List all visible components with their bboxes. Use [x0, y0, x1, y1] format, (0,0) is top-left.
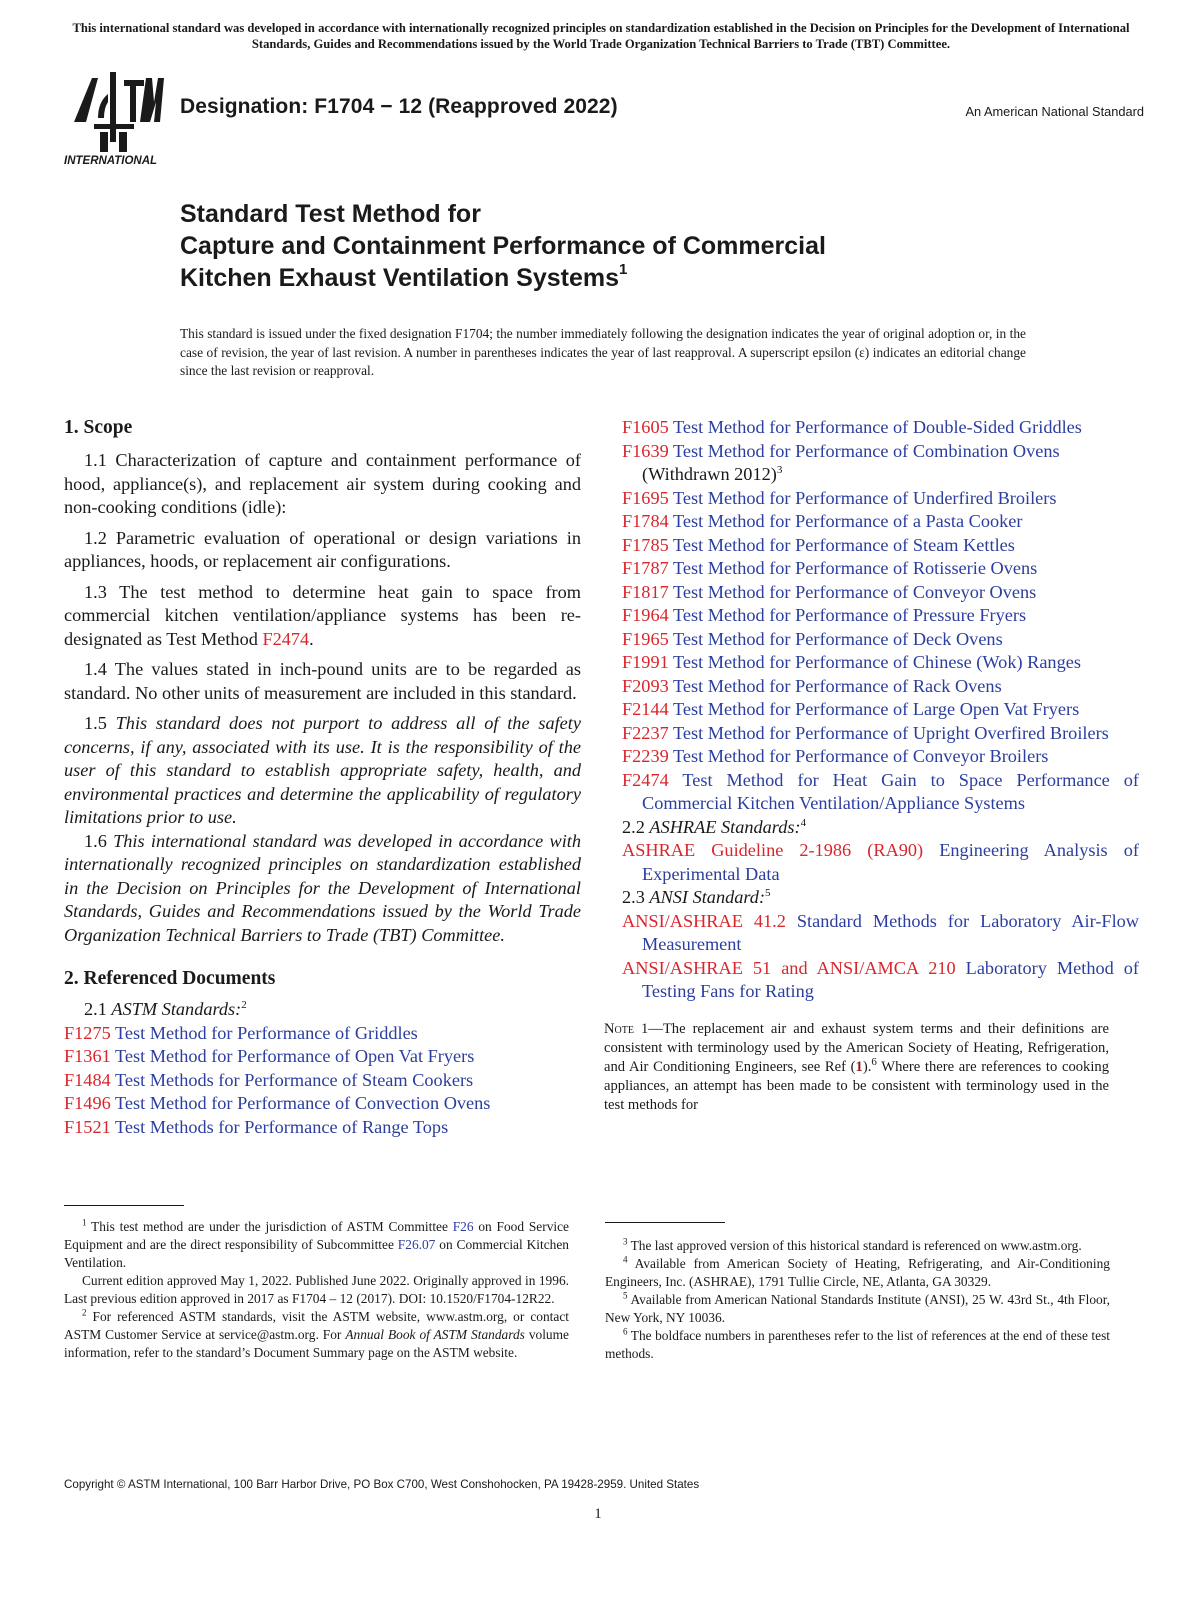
reference-item [622, 675, 1139, 699]
reference-item [622, 628, 1139, 652]
american-national-standard-label: An American National Standard [965, 104, 1144, 119]
ansi-ref-code-link[interactable]: ANSI/ASHRAE 41.2 [622, 910, 786, 931]
title-line-3 [180, 262, 1080, 294]
footnote-2 [64, 1308, 569, 1362]
footnote-mark: 5 [623, 1290, 628, 1301]
ashrae-guideline-title-link[interactable]: Engineering Analysis of Experimental Data [642, 840, 1139, 884]
scope-1-3-end: . [309, 628, 314, 649]
ansi-standard-sup: 5 [765, 886, 771, 899]
reference-item [622, 557, 1139, 581]
left-column [64, 416, 581, 1139]
ref-code-link[interactable]: F1784 [622, 511, 669, 531]
astm-standards-num: 2.1 [84, 999, 112, 1019]
note-sup: 6 [871, 1055, 877, 1068]
ref-title-link[interactable]: Test Method for Performance of Double-Sided Griddles [672, 417, 1082, 437]
reference-item [622, 910, 1139, 957]
astm-standards-text: ASTM Standards: [111, 999, 242, 1019]
copyright-notice: Copyright © ASTM International, 100 Barr Harbor Drive, PO Box C700, West Conshohocken, PA 19428-2959. United States [64, 1478, 700, 1491]
designation: Designation: F1704 − 12 (Reapproved 2022) [180, 95, 618, 118]
top-notice: This international standard was developed in accordance with internationally recognized principles on standardization established in the Decision on Principles for the Development of International Standards, Guides and Recommendations issued by the World Trade Organization Technical Barriers to Trade (TBT) Committee. [72, 21, 1130, 51]
ref-title-link[interactable]: Test Method for Performance of Rack Ovens [672, 675, 1002, 696]
ref-code-link[interactable]: F2093 [622, 675, 669, 696]
footnote-italic-text: Annual Book of ASTM Standards [345, 1327, 525, 1342]
scope-heading: 1. Scope [64, 417, 133, 438]
ref-title-link[interactable]: Test Method for Performance of Conveyor Broilers [672, 746, 1049, 766]
note-text: —The replacement air and exhaust system terms and their definitions are consistent with terminology used by the American Society of Heating, Refrigeration, and Air Conditioning Engineers, see Ref ( [604, 1020, 1109, 1075]
scope-1-6 [64, 830, 581, 948]
footnote-mark: 6 [623, 1326, 628, 1337]
ashrae-standards-num: 2.2 [622, 816, 650, 837]
subcommittee-f2607-link[interactable]: F26.07 [397, 1237, 436, 1252]
ref-code-link[interactable]: F1496 [64, 1093, 111, 1113]
footnote-divider [64, 1205, 184, 1206]
reference-item [622, 581, 1139, 605]
ref-title-link[interactable]: Test Method for Performance of Open Vat Fryers [114, 1046, 475, 1066]
ref-code-link[interactable]: F2144 [622, 699, 669, 719]
footnote-4 [605, 1255, 1110, 1291]
document-title [180, 198, 1080, 294]
footnote-5 [605, 1291, 1110, 1327]
committee-f26-link[interactable]: F26 [452, 1219, 474, 1234]
ansi-ref-title-link[interactable]: Standard Methods for Laboratory Air-Flow Measurement [642, 910, 1139, 954]
footnote-divider [605, 1222, 725, 1223]
withdrawn-sup: 3 [776, 463, 783, 476]
reference-item [64, 1092, 581, 1116]
issuance-note: This standard is issued under the fixed designation F1704; the number immediately following the designation indicates the year of original adoption or, in the case of revision, the year of last revision. A number in parentheses indicates the year of last reapproval. A superscript epsilon (ε) indicates an editorial change since the last revision or reapproval. [180, 326, 1026, 379]
referenced-documents-heading: 2. Referenced Documents [64, 968, 276, 989]
ref-title-link[interactable]: Test Method for Performance of Combination Ovens [672, 440, 1060, 461]
ref-title-link[interactable]: Test Method for Performance of Pressure Fryers [672, 605, 1027, 625]
reference-item [622, 769, 1139, 816]
ref-title-link[interactable]: Test Method for Performance of Griddles [114, 1022, 418, 1043]
reference-item [622, 957, 1139, 1004]
ref-code-link[interactable]: F1361 [64, 1046, 111, 1066]
ref-code-link[interactable]: F1817 [622, 581, 669, 602]
footnote-3 [605, 1237, 1110, 1255]
reference-item [622, 745, 1139, 769]
reference-item [622, 839, 1139, 886]
right-reference-list [622, 416, 1139, 816]
ref-code-link[interactable]: F1991 [622, 652, 669, 672]
logo-international-text: INTERNATIONAL [64, 155, 158, 167]
ref-code-link[interactable]: F1787 [622, 558, 669, 578]
reference-item [622, 604, 1139, 628]
footnotes-right [605, 1237, 1110, 1363]
note-1 [604, 1020, 1109, 1115]
scope-1-5-text: This standard does not purport to address all of the safety concerns, if any, associated with its use. It is the responsibility of the user of this standard to establish appropriate safety, health, and environmental practices and determine the applicability of regulatory limitations prior to use. [64, 713, 581, 827]
footnote-text: For referenced ASTM standards, visit the ASTM website, www.astm.org, or contact ASTM Customer Service at service@astm.org. For [64, 1309, 569, 1342]
footnote-text: Available from American National Standards Institute (ANSI), 25 W. 43rd St., 4th Floor, New York, NY 10036. [605, 1292, 1110, 1325]
left-reference-list [64, 1022, 581, 1140]
reference-item [622, 651, 1139, 675]
ref-title-link[interactable]: Test Method for Performance of Chinese (Wok) Ranges [672, 652, 1081, 672]
footnote-mark: 2 [82, 1307, 87, 1318]
title-line-3-text: Kitchen Exhaust Ventilation Systems [180, 264, 620, 292]
reference-item [622, 698, 1139, 722]
ref-title-link[interactable]: Test Method for Heat Gain to Space Performance of Commercial Kitchen Ventilation/Appliance Systems [642, 769, 1139, 813]
footnote-mark: 3 [623, 1236, 628, 1247]
footnotes-left [64, 1218, 569, 1362]
footnote-mark: 1 [82, 1217, 87, 1228]
ref-title-link[interactable]: Test Method for Performance of Steam Kettles [672, 534, 1015, 555]
scope-1-5-num: 1.5 [84, 713, 116, 733]
scope-1-1: 1.1 Characterization of capture and containment performance of hood, appliance(s), and replacement air system during cooking and non-cooking conditions (idle): [64, 450, 581, 517]
ref-code-link[interactable]: F1521 [64, 1116, 111, 1137]
footnote-text: on Food Service Equipment and are the direct responsibility of Subcommittee [64, 1219, 569, 1252]
right-column [604, 416, 1140, 1115]
scope-1-5 [64, 712, 581, 830]
ref-code-link[interactable]: F1639 [622, 440, 669, 461]
scope-1-6-text: This international standard was developed in accordance with internationally recognized principles on standardization established in the Decision on Principles for the Development of International Standards, Guides and Recommendations issued by the World Trade Organization Technical Barriers to Trade (TBT) Committee. [64, 830, 582, 945]
astm-standards-sup: 2 [241, 998, 247, 1011]
footnote-mark: 4 [623, 1254, 628, 1265]
reference-item [622, 440, 1139, 487]
reference-item [64, 1069, 581, 1093]
ref-code-link[interactable]: F1484 [64, 1069, 111, 1090]
ref-title-link[interactable]: Test Methods for Performance of Range Tops [114, 1116, 449, 1137]
footnote-1-edition: Current edition approved May 1, 2022. Published June 2022. Originally approved in 1996. Last previous edition approved in 2017 as F1704 – 12 (2017). DOI: 10.1520/F1704-12R22. [64, 1273, 569, 1306]
ashrae-standards-sup: 4 [800, 816, 807, 829]
reference-item [622, 510, 1139, 534]
footnote-text: The last approved version of this historical standard is referenced on www.astm.org. [627, 1238, 1082, 1253]
astm-logo [64, 72, 168, 168]
title-line-1: Standard Test Method for [180, 200, 481, 228]
ref-title-link[interactable]: Test Method for Performance of Conveyor Ovens [672, 581, 1037, 602]
ansi-standard-num: 2.3 [622, 887, 650, 907]
ref-title-link[interactable]: Test Method for Performance of a Pasta Cooker [672, 511, 1023, 531]
ref-title-link[interactable]: Test Method for Performance of Deck Ovens [672, 628, 1003, 649]
footnote-6 [605, 1327, 1110, 1363]
ref-title-link[interactable]: Test Method for Performance of Convection Ovens [114, 1093, 491, 1113]
title-footnote-mark: 1 [619, 260, 628, 278]
reference-item [622, 722, 1139, 746]
footnote-text: The boldface numbers in parentheses refer to the list of references at the end of these test methods. [605, 1328, 1110, 1361]
reference-item [64, 1022, 581, 1046]
scope-1-3-text: 1.3 The test method to determine heat gain to space from commercial kitchen ventilation/appliance systems has been re-designated as Test Method [64, 581, 581, 649]
reference-item [622, 487, 1139, 511]
reference-item [622, 416, 1139, 440]
reference-item [64, 1116, 581, 1140]
ref-code-link[interactable]: F1965 [622, 628, 669, 649]
footnote-1 [64, 1218, 569, 1272]
scope-1-6-num: 1.6 [84, 830, 114, 851]
ansi-ref-title-link[interactable]: Laboratory Method of Testing Fans for Rating [642, 957, 1140, 1001]
ref-code-link[interactable]: F1964 [622, 605, 669, 625]
reference-item [622, 534, 1139, 558]
ref-code-link[interactable]: F1785 [622, 534, 669, 555]
footnote-text: on Commercial Kitchen Ventilation. [64, 1237, 570, 1270]
ansi-standard-text: ANSI Standard: [649, 887, 766, 907]
ashrae-guideline-link[interactable]: ASHRAE Guideline 2-1986 (RA90) [622, 840, 924, 860]
ref-code-link[interactable]: F2239 [622, 746, 669, 766]
ref-title-link[interactable]: Test Method for Performance of Rotisserie Ovens [672, 558, 1038, 578]
ref-title-link[interactable]: Test Methods for Performance of Steam Cookers [114, 1069, 474, 1090]
ref-title-link[interactable]: Test Method for Performance of Underfired Broilers [672, 487, 1057, 508]
scope-1-3 [64, 581, 581, 652]
ref-code-link[interactable]: F2474 [622, 769, 669, 790]
footnote-text: Available from American Society of Heating, Refrigerating, and Air-Conditioning Engineers, Inc. (ASHRAE), 1791 Tullie Circle, NE, Atlanta, GA 30329. [605, 1256, 1110, 1289]
reference-number-link[interactable]: 1 [855, 1058, 863, 1075]
astm-standards-label [64, 998, 581, 1022]
footnote-text: volume information, refer to the standard’s Document Summary page on the ASTM website. [64, 1327, 569, 1360]
f2474-link[interactable]: F2474 [262, 628, 310, 649]
ref-title-link[interactable]: Test Method for Performance of Upright Overfired Broilers [672, 722, 1109, 743]
ref-code-link[interactable]: F1275 [64, 1022, 111, 1043]
withdrawn-note: (Withdrawn 2012) [642, 464, 777, 484]
note-text-2: Where there are references to cooking appliances, an attempt has been made to be consistent with terminology used in the test methods for [604, 1058, 1109, 1113]
scope-1-4: 1.4 The values stated in inch-pound units are to be regarded as standard. No other units of measurement are included in this standard. [64, 659, 581, 703]
ref-code-link[interactable]: F1695 [622, 487, 669, 508]
note-label: Note 1 [604, 1020, 649, 1037]
ansi-standard-label [622, 886, 1139, 910]
page-number: 1 [594, 1506, 602, 1522]
title-line-2: Capture and Containment Performance of Commercial [180, 232, 826, 260]
ref-title-link[interactable]: Test Method for Performance of Large Open Vat Fryers [672, 699, 1080, 719]
ansi-ref-code-link[interactable]: ANSI/ASHRAE 51 and ANSI/AMCA 210 [622, 957, 956, 978]
ref-code-link[interactable]: F1605 [622, 417, 669, 437]
note-text-after: ). [862, 1058, 872, 1075]
reference-item [64, 1045, 581, 1069]
scope-1-2: 1.2 Parametric evaluation of operational or design variations in appliances, hoods, or replacement air configurations. [64, 527, 581, 571]
ashrae-standards-text: ASHRAE Standards: [649, 816, 801, 837]
ref-code-link[interactable]: F2237 [622, 722, 669, 743]
footnote-text: This test method are under the jurisdiction of ASTM Committee [86, 1219, 453, 1234]
ashrae-standards-label [622, 816, 1139, 840]
